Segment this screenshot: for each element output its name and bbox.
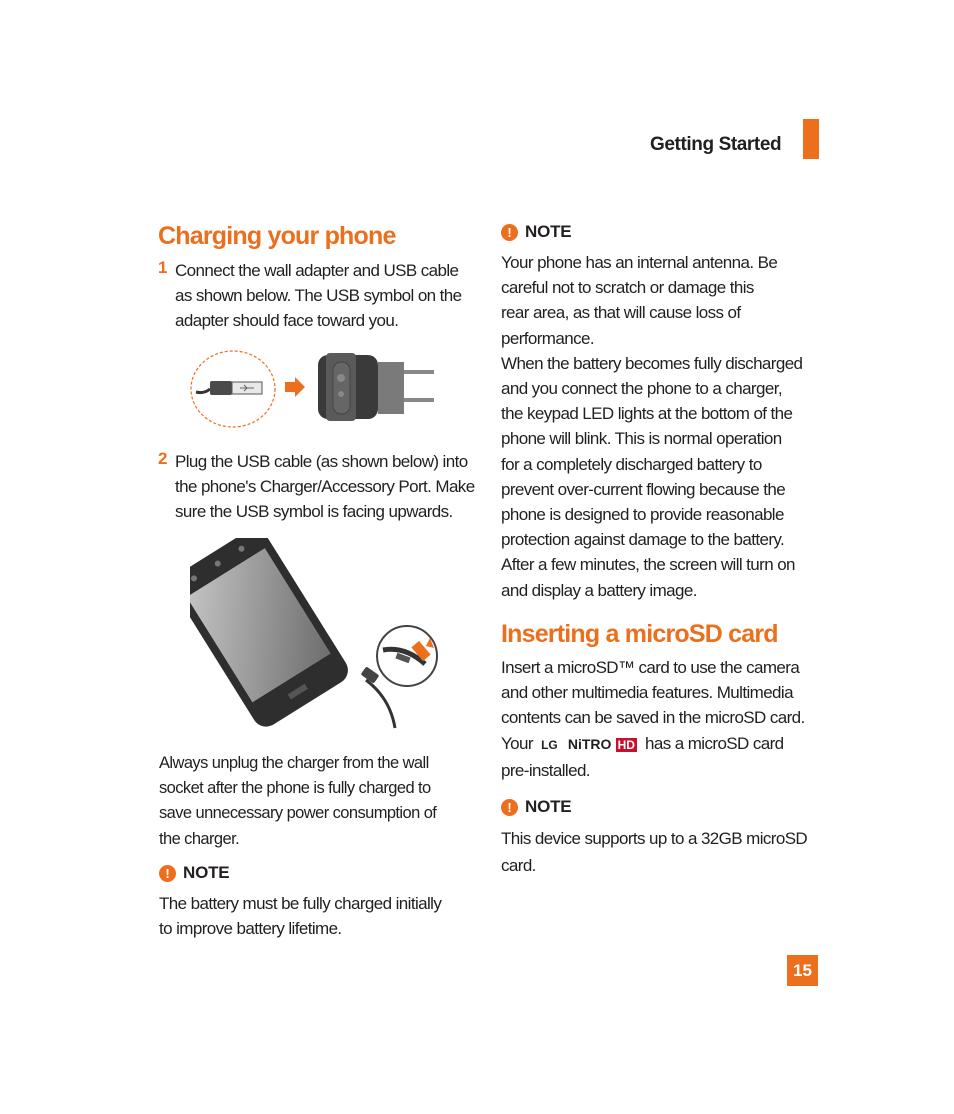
exclamation-circle-icon: !: [159, 865, 176, 882]
note-heading-microsd: ! NOTE: [501, 797, 571, 817]
exclamation-circle-icon: !: [501, 224, 518, 241]
step-2-text: Plug the USB cable (as shown below) into the phone's Charger/Accessory Port. Make sure the USB symbol is facing upwards.: [175, 452, 475, 522]
usb-adapter-illustration: [190, 348, 440, 430]
lg-nitro-hd-logo: LG NiTRO HD: [541, 735, 635, 752]
microsd-intro: Insert a microSD™ card to use the camera and other multimedia features. Multimedia contents can be saved in the microSD card. Your LG NiTRO HD has a microSD card pre-installed.: [501, 658, 805, 780]
note-heading-antenna: ! NOTE: [501, 222, 571, 242]
page-number: 15: [787, 955, 818, 986]
section-title: Getting Started: [650, 134, 782, 155]
phone-charging-illustration: [190, 538, 445, 730]
note-battery-text: The battery must be fully charged initially to improve battery lifetime.: [159, 894, 442, 939]
note-antenna-text: Your phone has an internal antenna. Be careful not to scratch or damage this rear area, as that will cause loss of performance. When the battery becomes fully discharged and you connect the phone to a charger, the keypad LED lights at the bottom of the phone will blink. This is normal operation for a completely discharged battery to prevent over-current flowing because the phone is designed to provide reasonable protection against damage to the battery. After a few minutes, the screen will turn on and display a battery image.: [501, 253, 803, 600]
heading-charging: Charging your phone: [158, 222, 396, 250]
note-heading-battery: ! NOTE: [159, 863, 229, 883]
step-1-text: Connect the wall adapter and USB cable as shown below. The USB symbol on the adapter should face toward you.: [175, 261, 462, 331]
heading-microsd: Inserting a microSD card: [501, 620, 778, 648]
exclamation-circle-icon: !: [501, 799, 518, 816]
section-tab-marker: [803, 119, 819, 159]
right-arrow-icon: [285, 377, 305, 397]
unplug-paragraph: Always unplug the charger from the wall socket after the phone is fully charged to save unnecessary power consumption of the charger.: [159, 753, 437, 848]
step-2-number: 2: [158, 449, 168, 468]
note-microsd-text: This device supports up to a 32GB microSD card.: [501, 829, 808, 875]
step-1-number: 1: [158, 258, 168, 277]
